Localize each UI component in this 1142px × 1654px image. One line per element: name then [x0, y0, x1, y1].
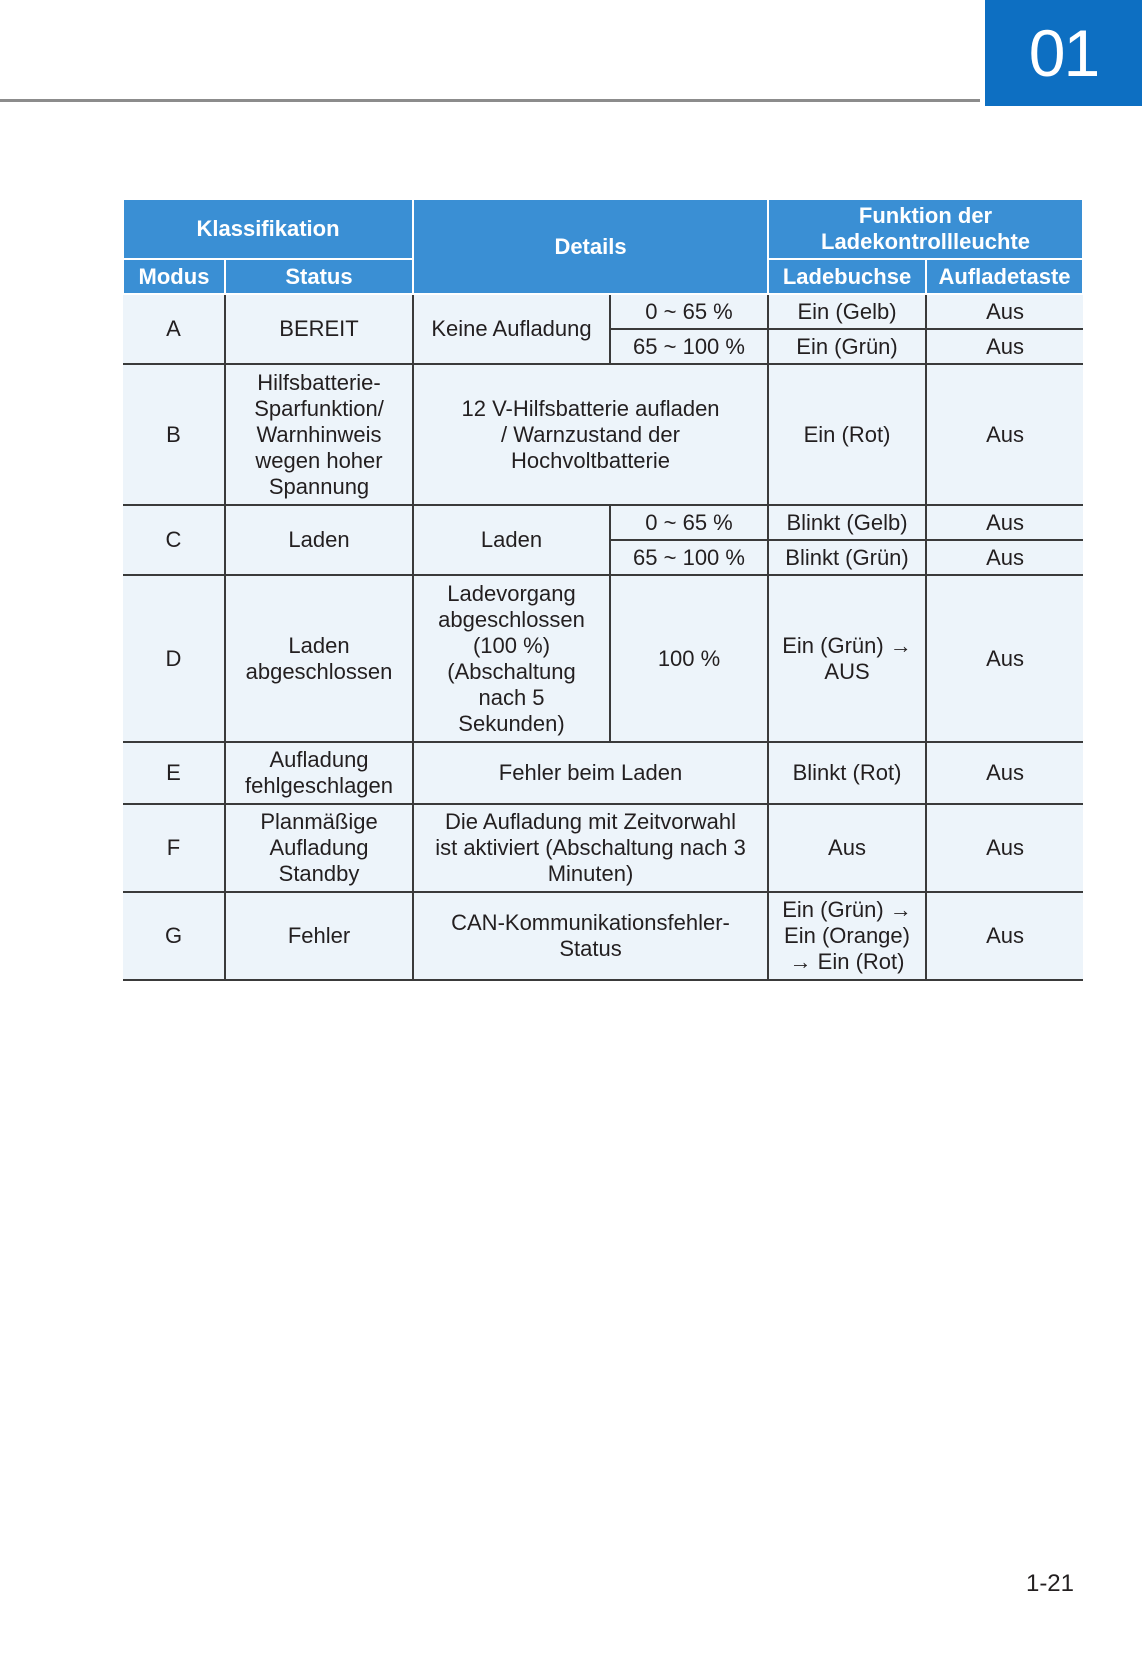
header-ladebuchse: Ladebuchse [768, 259, 926, 294]
page-number: 1-21 [1025, 1570, 1075, 1597]
cell-status: Laden [225, 505, 413, 575]
cell-status: Planmäßige Aufladung Standby [225, 804, 413, 892]
header-aufladetaste: Aufladetaste [926, 259, 1083, 294]
cell-ladebuchse: Ein (Rot) [768, 364, 926, 505]
header-details: Details [413, 199, 768, 294]
cell-modus: B [123, 364, 225, 505]
cell-modus: D [123, 575, 225, 742]
cell-ladebuchse: Blinkt (Grün) [768, 540, 926, 575]
cell-aufladetaste: Aus [926, 892, 1083, 980]
cell-ladebuchse: Ein (Grün) [768, 329, 926, 364]
cell-details: Keine Aufladung [413, 294, 610, 364]
cell-range: 65 ~ 100 % [610, 540, 768, 575]
cell-ladebuchse: Ein (Grün) → AUS [768, 575, 926, 742]
table-row-d [123, 575, 1083, 742]
cell-modus: E [123, 742, 225, 804]
cell-aufladetaste: Aus [926, 294, 1083, 329]
table-row-b [123, 364, 1083, 505]
cell-status: Aufladung fehlgeschlagen [225, 742, 413, 804]
charging-indicator-table [122, 198, 1084, 981]
cell-ladebuchse: Ein (Grün) → Ein (Orange) → Ein (Rot) [768, 892, 926, 980]
cell-ladebuchse: Aus [768, 804, 926, 892]
header-status: Status [225, 259, 413, 294]
cell-range: 65 ~ 100 % [610, 329, 768, 364]
cell-aufladetaste: Aus [926, 804, 1083, 892]
cell-status: Fehler [225, 892, 413, 980]
cell-aufladetaste: Aus [926, 505, 1083, 540]
cell-modus: G [123, 892, 225, 980]
table-row-g [123, 892, 1083, 980]
header-modus: Modus [123, 259, 225, 294]
cell-details: Ladevorgang abgeschlossen (100 %) (Abschaltung nach 5 Sekunden) [413, 575, 610, 742]
cell-aufladetaste: Aus [926, 364, 1083, 505]
cell-modus: F [123, 804, 225, 892]
cell-aufladetaste: Aus [926, 329, 1083, 364]
cell-status: Laden abgeschlossen [225, 575, 413, 742]
cell-range: 0 ~ 65 % [610, 294, 768, 329]
cell-aufladetaste: Aus [926, 742, 1083, 804]
cell-range: 0 ~ 65 % [610, 505, 768, 540]
table-row-e [123, 742, 1083, 804]
cell-ladebuchse: Blinkt (Gelb) [768, 505, 926, 540]
header-funktion: Funktion der Ladekontrollleuchte [768, 199, 1083, 259]
header-klassifikation: Klassifikation [123, 199, 413, 259]
cell-range: 100 % [610, 575, 768, 742]
cell-details: Fehler beim Laden [413, 742, 768, 804]
cell-ladebuchse: Ein (Gelb) [768, 294, 926, 329]
cell-aufladetaste: Aus [926, 540, 1083, 575]
cell-status: Hilfsbatterie- Sparfunktion/ Warnhinweis wegen hoher Spannung [225, 364, 413, 505]
table-row-f [123, 804, 1083, 892]
cell-details: 12 V-Hilfsbatterie aufladen / Warnzustand der Hochvoltbatterie [413, 364, 768, 505]
cell-aufladetaste: Aus [926, 575, 1083, 742]
cell-modus: A [123, 294, 225, 364]
cell-modus: C [123, 505, 225, 575]
chapter-tab: 01 [985, 0, 1142, 106]
cell-details: Die Aufladung mit Zeitvorwahl ist aktiviert (Abschaltung nach 3 Minuten) [413, 804, 768, 892]
cell-ladebuchse: Blinkt (Rot) [768, 742, 926, 804]
header-rule [0, 99, 980, 102]
cell-details: Laden [413, 505, 610, 575]
table-row-c [123, 505, 1083, 540]
cell-status: BEREIT [225, 294, 413, 364]
table-row-a [123, 294, 1083, 329]
cell-details: CAN-Kommunikationsfehler- Status [413, 892, 768, 980]
